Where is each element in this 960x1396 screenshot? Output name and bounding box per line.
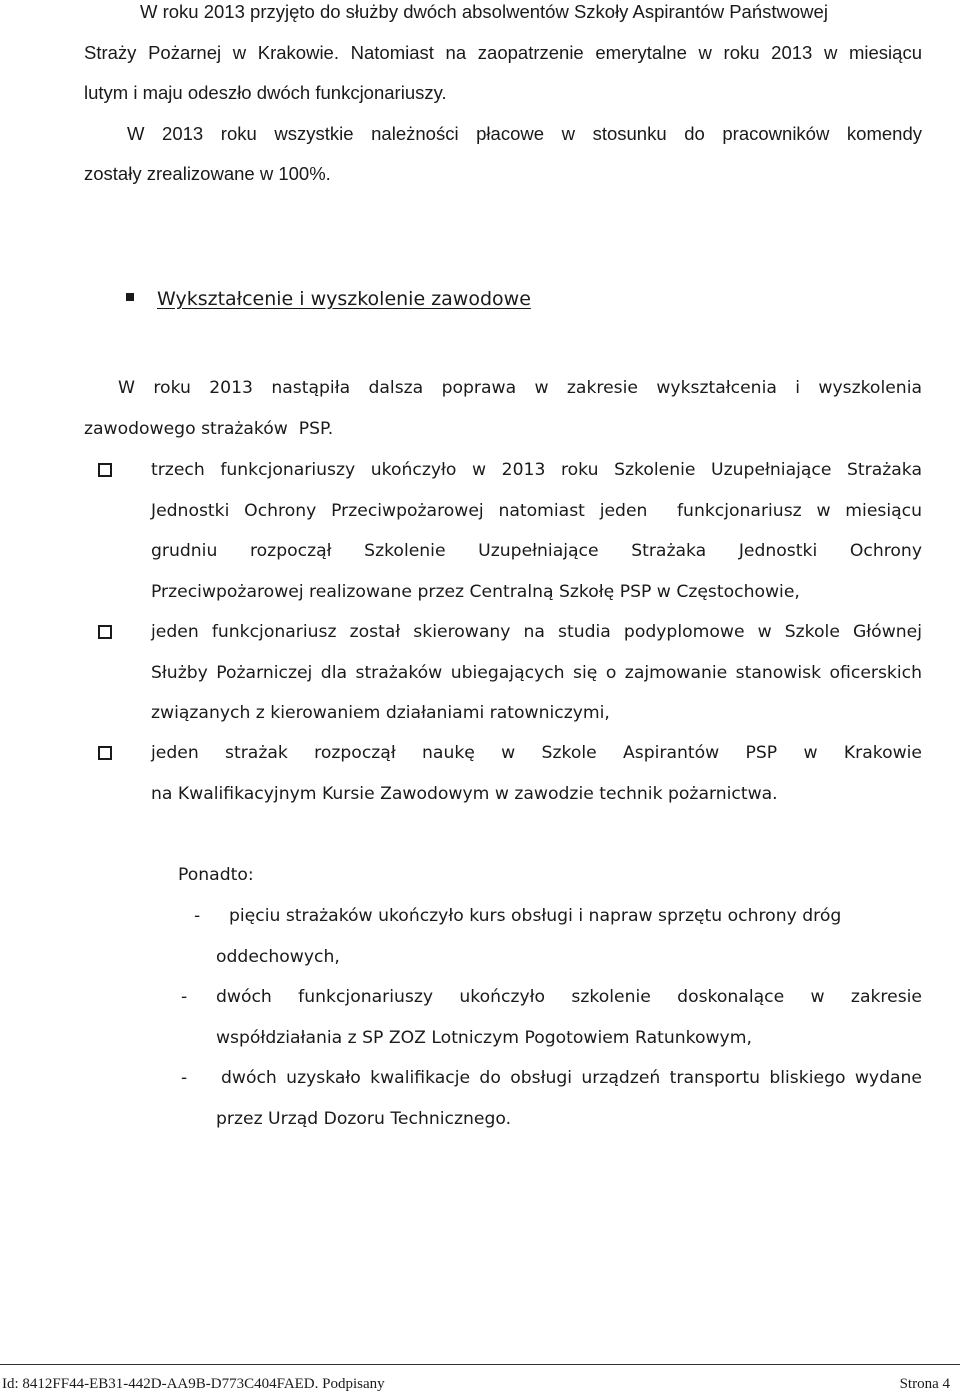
section-lead bbox=[84, 368, 922, 449]
list-item-line: jeden funkcjonariusz został skierowany na studia podyplomowe w Szkole Głównej bbox=[151, 622, 922, 642]
dash-item-line: oddechowych, bbox=[216, 946, 340, 967]
list-item-line: na Kwalifikacyjnym Kursie Zawodowym w zawodzie technik pożarnictwa. bbox=[151, 783, 778, 804]
list-item bbox=[151, 450, 922, 612]
dash-marker: - bbox=[194, 906, 201, 926]
dash-marker: - bbox=[181, 1068, 188, 1088]
list-item-line: Służby Pożarniczej dla strażaków ubiegających się o zajmowanie stanowisk oficerskich bbox=[151, 662, 922, 683]
dash-item-line: pięciu strażaków ukończyło kurs obsługi i napraw sprzętu ochrony dróg bbox=[229, 906, 842, 926]
dash-item bbox=[216, 1058, 922, 1139]
list-item bbox=[151, 612, 922, 734]
checkbox-bullet-icon bbox=[98, 746, 112, 760]
dash-item-line: dwóch funkcjonariuszy ukończyło szkolenie doskonalące w zakresie bbox=[216, 987, 922, 1007]
moreover-label: Ponadto: bbox=[178, 865, 254, 885]
list-item bbox=[151, 733, 922, 814]
list-item-line: związanych z kierowaniem działaniami ratowniczymi, bbox=[151, 703, 610, 723]
list-item-line: grudniu rozpoczął Szkolenie Uzupełniające Strażaka Jednostki Ochrony bbox=[151, 541, 922, 561]
footer-page-number: Strona 4 bbox=[899, 1376, 950, 1392]
lead-line: W roku 2013 nastąpiła dalsza poprawa w zakresie wykształcenia i wyszkolenia bbox=[118, 378, 922, 398]
dash-item-line: przez Urząd Dozoru Technicznego. bbox=[216, 1108, 512, 1129]
dash-item-line: współdziałania z SP ZOZ Lotniczym Pogotowiem Ratunkowym, bbox=[216, 1027, 752, 1048]
dash-item bbox=[216, 977, 922, 1058]
dash-item-line: dwóch uzyskało kwalifikacje do obsługi urządzeń transportu bliskiego wydane bbox=[221, 1068, 922, 1088]
intro-line: zostały zrealizowane w 100%. bbox=[84, 163, 331, 184]
footer-document-id: Id: 8412FF44-EB31-442D-AA9B-D773C404FAED. Podpisany bbox=[2, 1376, 385, 1392]
dash-item bbox=[216, 896, 929, 977]
section-heading: Wykształcenie i wyszkolenie zawodowe bbox=[157, 288, 531, 310]
list-item-line: Przeciwpożarowej realizowane przez Centralną Szkołę PSP w Częstochowie, bbox=[151, 581, 800, 602]
footer-divider bbox=[0, 1364, 960, 1365]
lead-line: zawodowego strażaków PSP. bbox=[84, 418, 334, 439]
intro-line: W roku 2013 przyjęto do służby dwóch absolwentów Szkoły Aspirantów Państwowej bbox=[140, 1, 828, 22]
checkbox-bullet-icon bbox=[98, 625, 112, 639]
list-item-line: Jednostki Ochrony Przeciwpożarowej natomiast jeden funkcjonariusz w miesiącu bbox=[151, 500, 922, 521]
intro-line: lutym i maju odeszło dwóch funkcjonariuszy. bbox=[84, 82, 447, 103]
list-item-line: trzech funkcjonariuszy ukończyło w 2013 roku Szkolenie Uzupełniające Strażaka bbox=[151, 460, 922, 480]
intro-line: W 2013 roku wszystkie należności płacowe w stosunku do pracowników komendy bbox=[127, 122, 922, 144]
intro-line: Straży Pożarnej w Krakowie. Natomiast na zaopatrzenie emerytalne w roku 2013 w miesiącu bbox=[84, 41, 922, 63]
square-bullet-icon bbox=[126, 293, 134, 301]
intro-paragraph bbox=[84, 0, 922, 195]
dash-marker: - bbox=[181, 987, 188, 1007]
list-item-line: jeden strażak rozpoczął naukę w Szkole Aspirantów PSP w Krakowie bbox=[151, 743, 922, 763]
checkbox-bullet-icon bbox=[98, 463, 112, 477]
